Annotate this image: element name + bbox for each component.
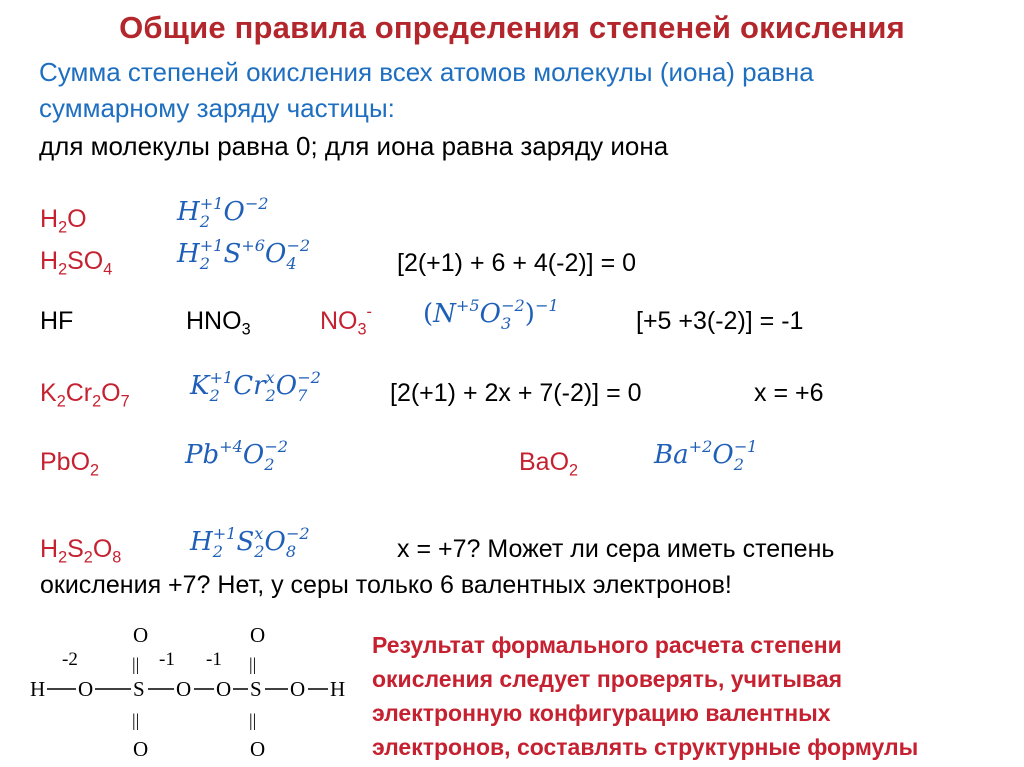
formula-h2so4: $H_2SO_4$ bbox=[40, 247, 113, 279]
struct-sulfur-1: S bbox=[133, 677, 145, 701]
formula-pbo2: PbO$_2$ bbox=[40, 448, 100, 480]
intro-line-1: Сумма степеней окисления всех атомов молекулы (иона) равна bbox=[39, 57, 814, 87]
math-k2cr2o7: K +1 2 Cr x 2 O −2 7 bbox=[190, 368, 321, 406]
formula-hf: HF bbox=[40, 307, 74, 335]
intro-line-2: суммарному заряду частицы: bbox=[39, 93, 395, 123]
struct-oxygen-top-right: O bbox=[250, 623, 266, 647]
note-line-3: электронную конфигурацию валентных bbox=[372, 700, 831, 726]
struct-bond-top-left: || bbox=[132, 654, 140, 674]
math-no3: (N +5 O −2 3 ) −1 bbox=[423, 296, 559, 334]
math-pbo2: Pb +4 O −2 2 bbox=[185, 437, 288, 475]
math-h2so4: H +1 2 S +6 O −2 4 bbox=[177, 236, 311, 274]
equation-no3: [+5 +3(-2)] = -1 bbox=[636, 307, 804, 335]
note-line-1: Результат формального расчета степени bbox=[372, 632, 842, 658]
equation-h2so4: [2(+1) + 6 + 4(-2)] = 0 bbox=[397, 249, 637, 277]
formula-h2s2o8: $H_2S_2O_8$ bbox=[40, 535, 122, 567]
question-line-2: окисления +7? Нет, у серы только 6 валентных электронов! bbox=[40, 571, 732, 599]
struct-sulfur-2: S bbox=[250, 677, 262, 701]
struct-oxygen-bottom-right: O bbox=[250, 737, 266, 761]
formula-hno3: $HNO_3$ bbox=[186, 307, 251, 339]
struct-ox-label-2: -1 bbox=[159, 649, 175, 670]
struct-oxygen-1: O bbox=[78, 677, 94, 701]
note-line-4: электронов, составлять структурные формулы bbox=[372, 734, 919, 760]
formula-k2cr2o7: $K_2Cr_2O_7$ bbox=[40, 379, 130, 411]
struct-hydrogen-right: H bbox=[330, 677, 346, 701]
math-h2o: H +1 2 O −2 bbox=[177, 194, 269, 232]
struct-bond-bottom-right: || bbox=[249, 710, 257, 730]
math-h2s2o8: H +1 2 S x 2 O −2 8 bbox=[190, 524, 310, 562]
struct-hydrogen-left: H bbox=[30, 677, 46, 701]
note-line-2: окисления следует проверять, учитывая bbox=[372, 666, 843, 692]
struct-bond-bottom-left: || bbox=[132, 710, 140, 730]
slide-title: Общие правила определения степеней окисления bbox=[119, 10, 905, 45]
formula-bao2: BaO$_2$ bbox=[519, 448, 579, 480]
struct-oxygen-2: O bbox=[176, 677, 192, 701]
struct-ox-label-3: -1 bbox=[206, 649, 222, 670]
struct-ox-label-1: -2 bbox=[62, 649, 78, 670]
equation-k2cr2o7: [2(+1) + 2x + 7(-2)] = 0 bbox=[390, 379, 642, 407]
result-k2cr2o7: x = +6 bbox=[754, 379, 824, 407]
math-bao2: Ba +2 O −1 2 bbox=[654, 437, 758, 475]
struct-oxygen-bottom-left: O bbox=[133, 737, 149, 761]
formula-no3: $NO_3^-$ bbox=[320, 302, 372, 339]
struct-oxygen-3: O bbox=[216, 677, 232, 701]
struct-oxygen-4: O bbox=[290, 677, 306, 701]
structural-formula-h2s2o8 bbox=[20, 618, 365, 766]
struct-oxygen-top-left: O bbox=[133, 623, 149, 647]
question-line-1: x = +7? Может ли сера иметь степень bbox=[397, 535, 835, 563]
struct-bond-top-right: || bbox=[249, 654, 257, 674]
formula-h2o: $H_2O$ bbox=[40, 205, 87, 237]
intro-line-3: для молекулы равна 0; для иона равна заряду иона bbox=[39, 131, 669, 161]
